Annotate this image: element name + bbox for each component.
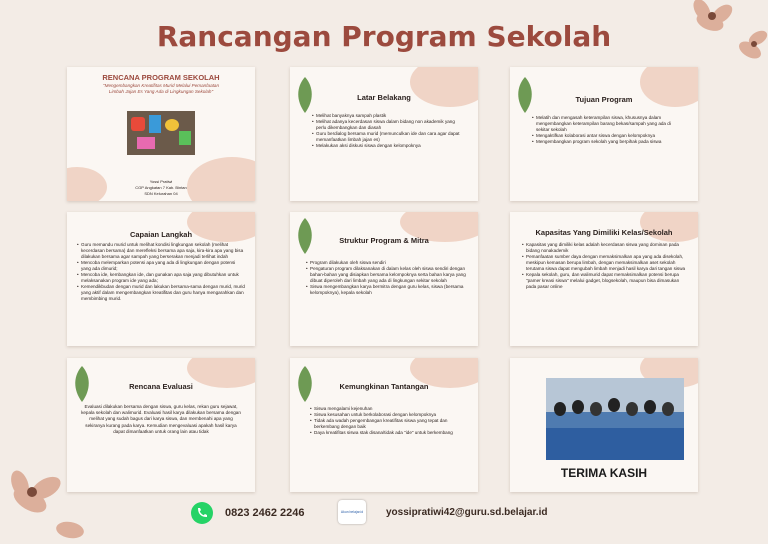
list-item: • Program dilakukan oleh siswa sendiri bbox=[306, 260, 466, 266]
list-item: • Tidak ada wadah pengembangan kreatifitas siswa yang tepat dan berkembang dengan baik bbox=[310, 418, 464, 430]
email-address: yossipratiwi42@guru.sd.belajar.id bbox=[386, 506, 548, 518]
list-item: • Kapasitas yang dimiliki kelas adalah kecerdasan siswa yang dominan pada bidang nonakademik bbox=[522, 242, 688, 254]
list-item: • Pemanfaatan sumber daya dengan memaksimalkan apa yang ada disekolah, meskipun kemasan berupa limbah, dengan memaksimalkan aset sekolah terutama siswa dapat mengubah limbah menjadi hasil karya dari tangan siswa bbox=[522, 254, 688, 272]
cover-subtitle: "Mengembangkan Kreatifitas Murid Melalui Pemanfaatan Limbah Jajan Es Yang Ada di Lingkungan Sekolah" bbox=[102, 83, 220, 95]
list-item: • Kemendikbudan dengan murid dan lakukan bersama-sama dengan murid, murid yang aktif dalam mengembangkan kreatifitas dan guru hanya mengarahkan dan membimbing murid. bbox=[77, 284, 245, 302]
list-item: • Melihat banyaknya sampah plastik bbox=[312, 113, 464, 119]
card-struktur-program bbox=[290, 212, 478, 346]
card-kapasitas bbox=[510, 212, 698, 346]
cover-author-role: CGP Angkatan 7 Kab. Bintan bbox=[135, 185, 187, 190]
list-item: • Guru memandu murid untuk melihat kondisi lingkungan sekolah (melihat kecerdasan bersama) dan merefleksi bersama apa saja, kira-kira apa yang bisa dilakukan bersama agar sampah yang berserakan menjadi terlihat indah bbox=[77, 242, 245, 260]
class-photo bbox=[546, 378, 684, 460]
cover-heading: RENCANA PROGRAM SEKOLAH bbox=[102, 73, 220, 82]
card-terima-kasih bbox=[510, 358, 698, 492]
struktur-title: Struktur Program & Mitra bbox=[339, 236, 429, 245]
card-capaian-langkah bbox=[67, 212, 255, 346]
footer-email bbox=[338, 500, 547, 524]
card-rencana-evaluasi bbox=[67, 358, 255, 492]
card-cover bbox=[67, 67, 255, 201]
list-item: • Daya kreatifitas siswa stak disana/tidak ada "ide" untuk berkembang bbox=[310, 430, 464, 436]
tantangan-list bbox=[310, 406, 464, 436]
list-item: • Siswa mengembangkan karya bermitra dengan guru kelas, siswa (bersama kelompoknya), kepala sekolah bbox=[306, 284, 466, 296]
cover-author-name: Yossi Pratiwi bbox=[149, 179, 173, 184]
kapasitas-list bbox=[522, 242, 688, 290]
list-item: • Mencoba ide, kembangkan ide, dan gunakan apa saja yang dibutuhkan untuk melaksanakan program ide yang ada; bbox=[77, 272, 245, 284]
capaian-title: Capaian Langkah bbox=[129, 230, 193, 239]
latar-title: Latar Belakang bbox=[357, 93, 411, 102]
cover-author-school: SDN Kelurahan 04 bbox=[144, 191, 178, 196]
list-item: • Mengaktifkan kolaborasi antar siswa dengan kelompoknya bbox=[532, 133, 684, 139]
list-item: • Melatih dan mengasah keterampilan siswa, khususnya dalam mengembangkan keterampilan barang bekas/sampah yang ada di sekitar sekolah bbox=[532, 115, 684, 133]
list-item: • Guru berdialog bersama murid (memunculkan ide dan cara agar dapat memanfaatkan limbah jajan es) bbox=[312, 131, 464, 143]
list-item: • Siswa kesusahan untuk berkolaborasi dengan kelompoknya bbox=[310, 412, 464, 418]
list-item: • Kepala sekolah, guru, dan walimurid dapat memaksimalkan potensi berupa "pamer kreasi siswa" melalui gadget, blogsekolah, maupun bisa dimasukan pada pasar online bbox=[522, 272, 688, 290]
list-item: • Pengaturan program dilaksanakan di dalam kelas oleh siswa sendiri dengan bahan-bahan yang disiapkan bersama kelompoknya serta bahan karya yang dibuat diperoleh dari limbah yang ada di lingkungan sekitar sekolah bbox=[306, 266, 466, 284]
tantangan-title: Kemungkinan Tantangan bbox=[339, 382, 429, 391]
evaluasi-body: Evaluasi dilakukan bersama dengan siswa, guru kelas, rekan guru sejawat, kepala sekolah dan walimurid. Evaluasi hasil karya dilakukan bersama dengan melihat yang sudah bagus dari karya siswa, dan membenahi apa yang sekiranya kurang pada karya. Kemudian mengevaluasi apakah hasil karya dapat dimanfaatkan untuk orang lain atau tidak bbox=[81, 404, 241, 434]
list-item: • Siswa mengalami kejenuhan bbox=[310, 406, 464, 412]
footer-phone bbox=[191, 502, 305, 524]
cover-photo bbox=[127, 111, 195, 155]
whatsapp-icon bbox=[191, 502, 213, 524]
list-item: • Mencoba melemparkan potensi apa yang ada di lingkungan dengan potensi yang ada dimurid; bbox=[77, 260, 245, 272]
card-latar-belakang bbox=[290, 67, 478, 201]
latar-list bbox=[312, 113, 464, 149]
struktur-list bbox=[306, 260, 466, 296]
logo-text: Akun belajar.id bbox=[340, 510, 364, 514]
list-item: • Mengembangkan program sekolah yang berpihak pada siswa bbox=[532, 139, 684, 145]
tujuan-list bbox=[532, 115, 684, 145]
closing-label: TERIMA KASIH bbox=[560, 466, 648, 480]
card-tujuan-program bbox=[510, 67, 698, 201]
page-title: Rancangan Program Sekolah bbox=[156, 20, 612, 53]
capaian-list bbox=[77, 242, 245, 302]
evaluasi-title: Rencana Evaluasi bbox=[129, 382, 193, 391]
phone-number: 0823 2462 2246 bbox=[225, 507, 305, 519]
belajar-id-logo bbox=[338, 500, 366, 524]
list-item: • Melakukan aksi diskusi siswa dengan kelompoknya bbox=[312, 143, 464, 149]
list-item: • Melihat adanya kecerdasan siswa dalam bidang non akademik yang perlu dikembangkan dan diasah bbox=[312, 119, 464, 131]
kapasitas-title: Kapasitas Yang Dimiliki Kelas/Sekolah bbox=[535, 228, 673, 237]
card-kemungkinan-tantangan bbox=[290, 358, 478, 492]
tujuan-title: Tujuan Program bbox=[575, 95, 633, 104]
